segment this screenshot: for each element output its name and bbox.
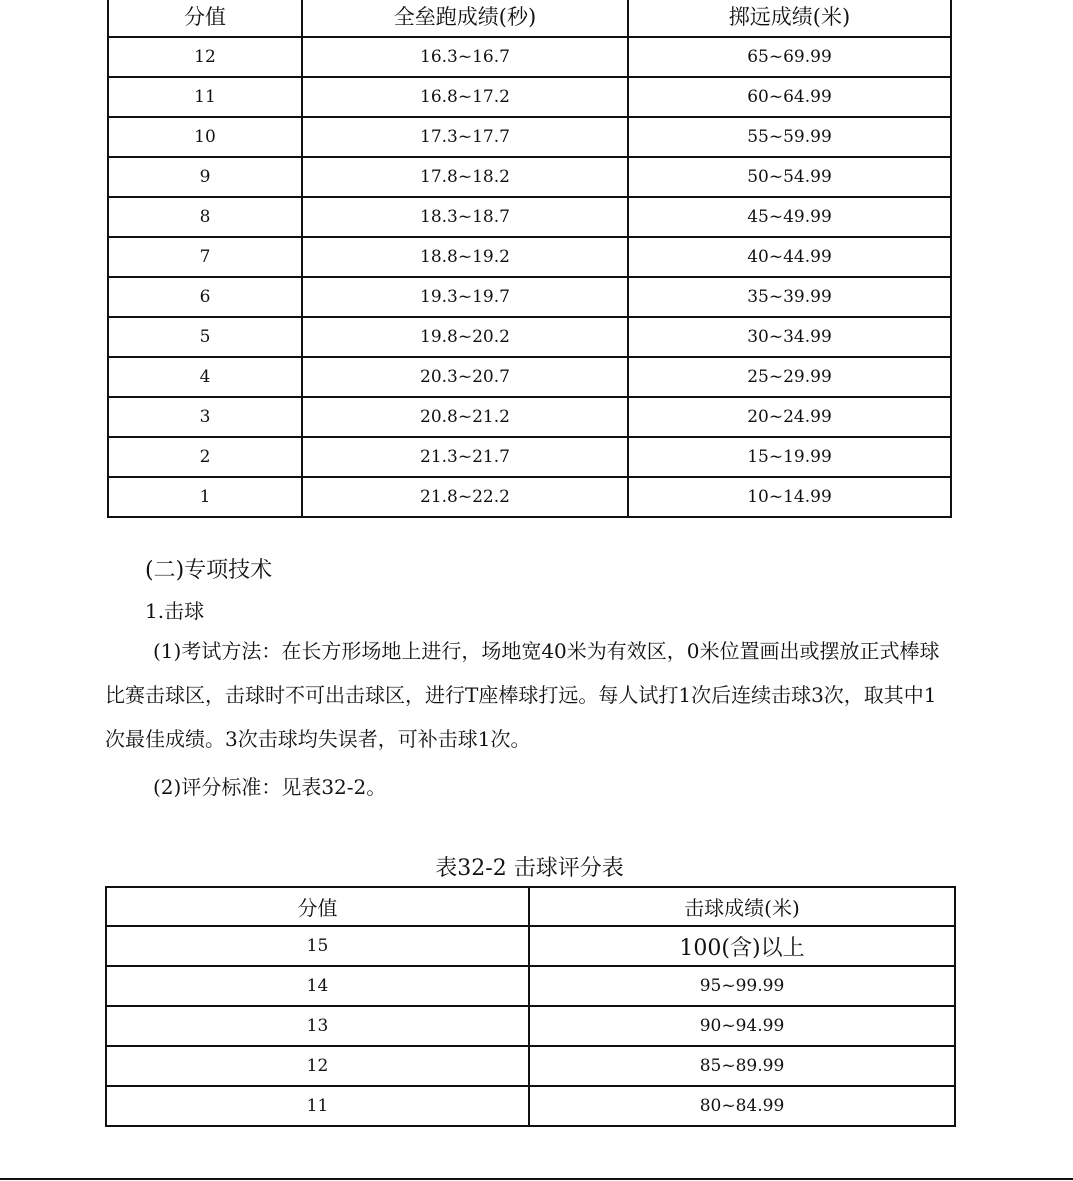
table-row [108, 37, 951, 77]
cell-running: 20.3~20.7 [302, 357, 628, 397]
cell-score: 15 [106, 926, 529, 966]
cell-throwing: 10~14.99 [628, 477, 951, 517]
cell-throwing: 30~34.99 [628, 317, 951, 357]
table-row [108, 197, 951, 237]
cell-batting: 100(含)以上 [529, 926, 955, 966]
cell-running: 18.3~18.7 [302, 197, 628, 237]
header-score: 分值 [106, 887, 529, 926]
table-row [108, 77, 951, 117]
cell-score: 3 [108, 397, 302, 437]
table-row [108, 397, 951, 437]
cell-running: 16.8~17.2 [302, 77, 628, 117]
test-method-paragraph: (1)考试方法：在长方形场地上进行，场地宽40米为有效区，0米位置画出或摆放正式棒球比赛击球区，击球时不可出击球区，进行T座棒球打远。每人试打1次后连续击球3次，取其中1次最佳成绩。3次击球均失误者，可补击球1次。 [105, 639, 940, 751]
table-row [106, 1046, 955, 1086]
cell-score: 7 [108, 237, 302, 277]
table-row [108, 477, 951, 517]
batting-scoring-table [105, 886, 956, 1127]
header-running-result: 全垒跑成绩(秒) [302, 0, 628, 37]
subsection-heading: 1.击球 [145, 599, 205, 623]
cell-running: 16.3~16.7 [302, 37, 628, 77]
scoring-table-running-throwing [107, 0, 952, 518]
cell-score: 2 [108, 437, 302, 477]
cell-batting: 90~94.99 [529, 1006, 955, 1046]
cell-running: 17.8~18.2 [302, 157, 628, 197]
cell-score: 1 [108, 477, 302, 517]
cell-throwing: 20~24.99 [628, 397, 951, 437]
cell-batting: 85~89.99 [529, 1046, 955, 1086]
table-row [108, 437, 951, 477]
cell-running: 17.3~17.7 [302, 117, 628, 157]
table-row [108, 277, 951, 317]
table-row [108, 317, 951, 357]
cell-throwing: 60~64.99 [628, 77, 951, 117]
cell-throwing: 40~44.99 [628, 237, 951, 277]
cell-score: 4 [108, 357, 302, 397]
header-throwing-result: 掷远成绩(米) [628, 0, 951, 37]
table-row [108, 157, 951, 197]
cell-throwing: 55~59.99 [628, 117, 951, 157]
table-caption: 表32-2 击球评分表 [435, 856, 624, 881]
cell-running: 18.8~19.2 [302, 237, 628, 277]
table-row [106, 966, 955, 1006]
cell-running: 20.8~21.2 [302, 397, 628, 437]
cell-running: 21.3~21.7 [302, 437, 628, 477]
cell-score: 14 [106, 966, 529, 1006]
cell-score: 13 [106, 1006, 529, 1046]
table-row [106, 1086, 955, 1126]
cell-throwing: 35~39.99 [628, 277, 951, 317]
page-bottom-divider [0, 1178, 1073, 1180]
cell-running: 19.3~19.7 [302, 277, 628, 317]
cell-throwing: 65~69.99 [628, 37, 951, 77]
table-row [108, 357, 951, 397]
section-heading: (二)专项技术 [145, 558, 273, 583]
cell-score: 10 [108, 117, 302, 157]
cell-score: 9 [108, 157, 302, 197]
table-row [106, 926, 955, 966]
cell-running: 19.8~20.2 [302, 317, 628, 357]
cell-throwing: 50~54.99 [628, 157, 951, 197]
cell-score: 5 [108, 317, 302, 357]
cell-score: 11 [108, 77, 302, 117]
cell-throwing: 15~19.99 [628, 437, 951, 477]
cell-running: 21.8~22.2 [302, 477, 628, 517]
cell-throwing: 45~49.99 [628, 197, 951, 237]
header-score: 分值 [108, 0, 302, 37]
table-row [108, 117, 951, 157]
table-header-row [106, 887, 955, 926]
cell-score: 6 [108, 277, 302, 317]
cell-batting: 80~84.99 [529, 1086, 955, 1126]
cell-score: 12 [106, 1046, 529, 1086]
table-row [108, 237, 951, 277]
cell-score: 8 [108, 197, 302, 237]
table-row [106, 1006, 955, 1046]
cell-throwing: 25~29.99 [628, 357, 951, 397]
cell-batting: 95~99.99 [529, 966, 955, 1006]
cell-score: 12 [108, 37, 302, 77]
scoring-criteria-text: (2)评分标准：见表32-2。 [153, 775, 387, 799]
header-batting-result: 击球成绩(米) [529, 887, 955, 926]
cell-score: 11 [106, 1086, 529, 1126]
table-header-row [108, 0, 951, 37]
